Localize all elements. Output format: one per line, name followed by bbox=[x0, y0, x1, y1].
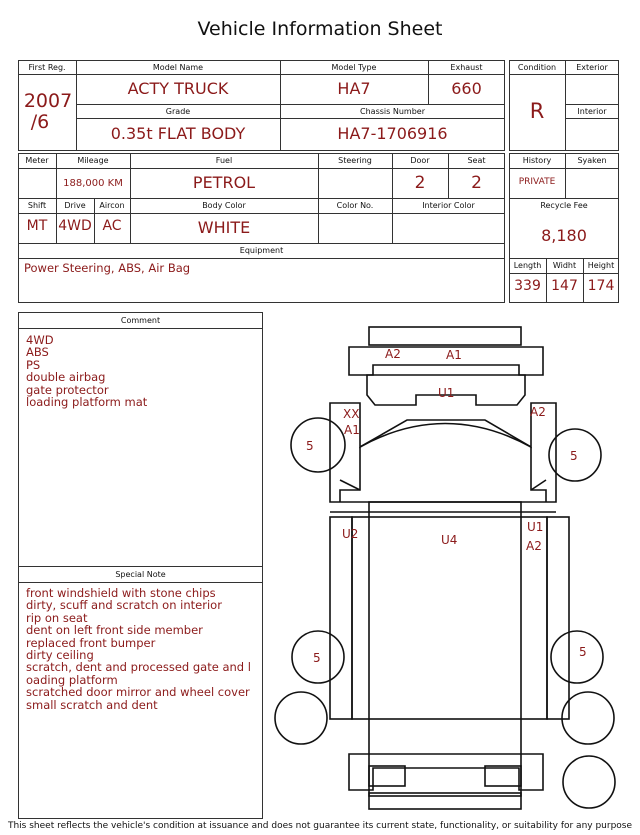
model-type-value: HA7 bbox=[337, 79, 371, 98]
special-note-item: dirty ceiling bbox=[26, 648, 94, 663]
mileage-value: 188,000 KM bbox=[63, 178, 123, 189]
comment-item: double airbag bbox=[26, 370, 106, 385]
special-note-item: scratch, dent and processed gate and l bbox=[26, 660, 251, 675]
body-color-value: WHITE bbox=[197, 218, 251, 237]
model-type-label: Model Type bbox=[331, 63, 377, 72]
aircon-value: AC bbox=[102, 218, 122, 234]
history-value: PRIVATE bbox=[518, 177, 556, 187]
special-note-list bbox=[26, 587, 251, 711]
model-name-label: Model Name bbox=[152, 63, 204, 72]
door-value: 2 bbox=[414, 173, 426, 193]
mark-u4: U4 bbox=[441, 533, 458, 547]
fuel-label: Fuel bbox=[215, 156, 233, 165]
grade-value: 0.35t FLAT BODY bbox=[110, 124, 246, 143]
mileage-label: Mileage bbox=[77, 156, 109, 165]
chassis-number-value: HA7-1706916 bbox=[337, 124, 448, 143]
mark-a2-top: A2 bbox=[385, 347, 401, 361]
condition-label: Condition bbox=[517, 63, 557, 72]
truck-damage-diagram bbox=[270, 318, 620, 816]
mark-a1-top: A1 bbox=[446, 348, 462, 362]
body-color-label: Body Color bbox=[202, 201, 246, 210]
length-label: Length bbox=[513, 261, 542, 270]
fuel-value: PETROL bbox=[192, 173, 256, 192]
page-title: Vehicle Information Sheet bbox=[197, 18, 443, 40]
grade-label: Grade bbox=[165, 107, 191, 116]
history-label: History bbox=[522, 156, 552, 165]
shift-value: MT bbox=[26, 218, 48, 234]
recycle-fee-value: 8,180 bbox=[541, 226, 587, 245]
aircon-label: Aircon bbox=[99, 201, 125, 210]
comment-item: PS bbox=[26, 357, 41, 372]
comment-label: Comment bbox=[120, 316, 161, 325]
equipment-label: Equipment bbox=[239, 246, 284, 255]
drive-value: 4WD bbox=[58, 218, 92, 234]
mark-xx: XX bbox=[343, 407, 360, 421]
drive-label: Drive bbox=[64, 201, 86, 210]
mark-five-tr: 5 bbox=[570, 449, 578, 463]
mark-u1-roof: U1 bbox=[438, 386, 455, 400]
recycle-fee-label: Recycle Fee bbox=[540, 201, 588, 210]
mark-five-br: 5 bbox=[579, 645, 587, 659]
special-note-item: scratched door mirror and wheel cover bbox=[26, 685, 250, 700]
width-value: 147 bbox=[551, 278, 578, 294]
interior-color-label: Interior Color bbox=[422, 201, 475, 210]
special-note-item: oading platform bbox=[26, 672, 118, 687]
mark-u1-right: U1 bbox=[527, 520, 544, 534]
model-name-value: ACTY TRUCK bbox=[127, 79, 229, 98]
special-note-item: rip on seat bbox=[26, 610, 88, 625]
width-label: Widht bbox=[552, 261, 577, 270]
steering-label: Steering bbox=[338, 156, 372, 165]
mark-five-bl: 5 bbox=[313, 651, 321, 665]
condition-grade: R bbox=[529, 99, 545, 123]
color-no-label: Color No. bbox=[336, 201, 374, 210]
special-note-item: front windshield with stone chips bbox=[26, 586, 216, 600]
length-value: 339 bbox=[514, 278, 541, 294]
comment-item: ABS bbox=[26, 345, 49, 360]
special-note-item: dent on left front side member bbox=[26, 623, 203, 638]
chassis-number-label: Chassis Number bbox=[360, 107, 425, 116]
mark-a2-right: A2 bbox=[530, 405, 546, 419]
interior-label: Interior bbox=[577, 107, 607, 116]
special-note-item: replaced front bumper bbox=[26, 635, 156, 650]
special-note-item: dirty, scuff and scratch on interior bbox=[26, 598, 222, 613]
footer-disclaimer: This sheet reflects the vehicle's condition at issuance and does not guarantee its current state, functionality, or suitability for any purpose bbox=[7, 821, 633, 831]
mark-five-tl: 5 bbox=[306, 439, 314, 453]
height-label: Height bbox=[587, 261, 615, 270]
first-reg-year: 2007 bbox=[23, 90, 73, 112]
first-reg-label: First Reg. bbox=[28, 63, 66, 72]
comment-item: loading platform mat bbox=[26, 395, 148, 410]
comment-item: gate protector bbox=[26, 382, 109, 397]
mark-a1-left: A1 bbox=[344, 423, 360, 437]
special-note-item: small scratch and dent bbox=[26, 697, 158, 712]
meter-label: Meter bbox=[25, 156, 49, 165]
first-reg-month: /6 bbox=[30, 111, 50, 133]
exterior-label: Exterior bbox=[576, 63, 608, 72]
door-label: Door bbox=[410, 156, 430, 165]
height-value: 174 bbox=[587, 278, 615, 294]
special-note-label: Special Note bbox=[115, 570, 166, 579]
shift-label: Shift bbox=[27, 201, 47, 210]
syaken-label: Syaken bbox=[577, 156, 607, 165]
exhaust-label: Exhaust bbox=[450, 63, 483, 72]
seat-value: 2 bbox=[471, 173, 482, 193]
exhaust-value: 660 bbox=[451, 79, 482, 98]
mark-a2-right-lower: A2 bbox=[526, 539, 542, 553]
comment-list bbox=[26, 334, 147, 408]
equipment-value: Power Steering, ABS, Air Bag bbox=[24, 261, 191, 275]
comment-item: 4WD bbox=[26, 333, 54, 347]
mark-u2: U2 bbox=[342, 527, 359, 541]
seat-label: Seat bbox=[467, 156, 486, 165]
